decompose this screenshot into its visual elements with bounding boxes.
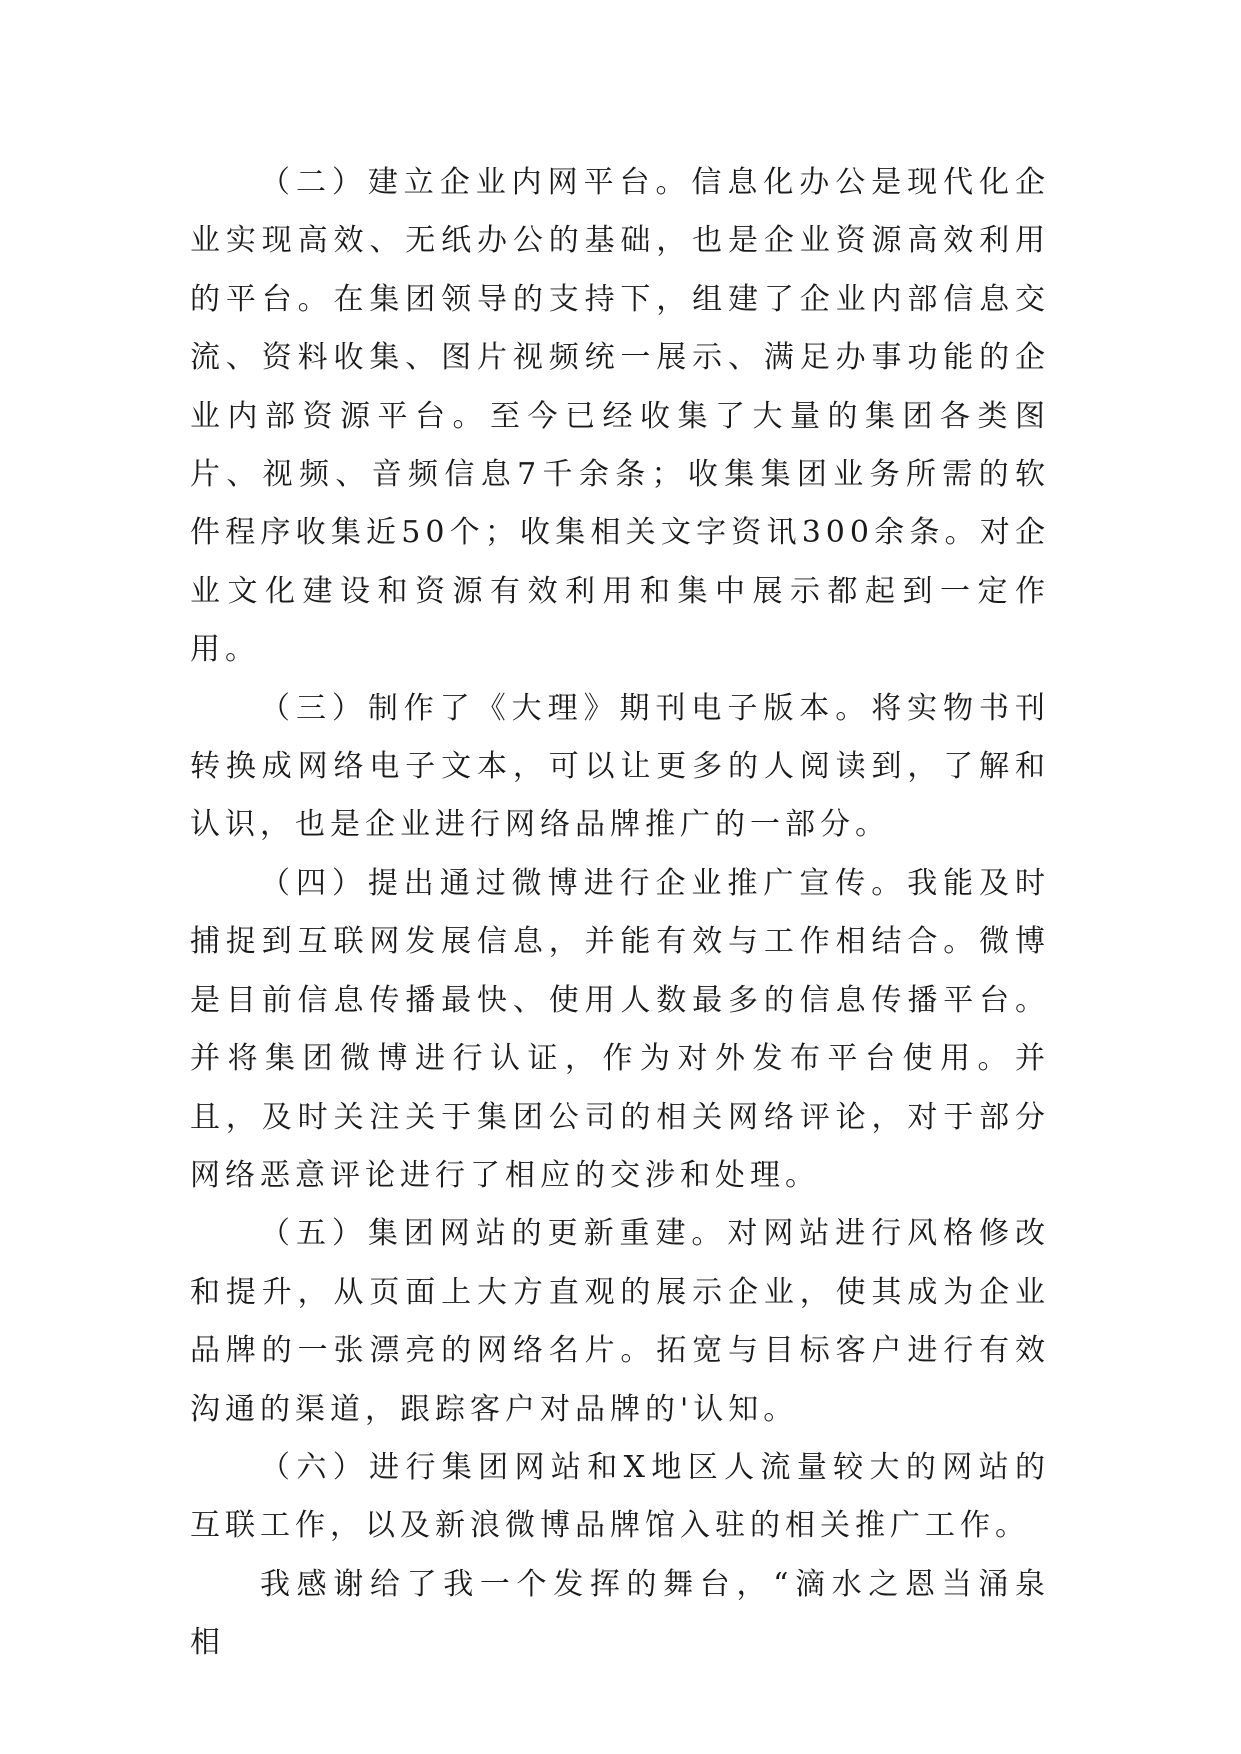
paragraph-weibo-promotion: （四）提出通过微博进行企业推广宣传。我能及时捕捉到互联网发展信息，并能有效与工作相结合。微博是目前信息传播最快、使用人数最多的信息传播平台。并将集团微博进行认证，作为对外发布平台使用。并且，及时关注关于集团公司的相关网络评论，对于部分网络恶意评论进行了相应的交涉和处理。 [190, 865, 1050, 1193]
paragraph-website-interconnection: （六）进行集团网站和X地区人流量较大的网站的互联工作，以及新浪微博品牌馆入驻的相关推广工作。 [190, 1449, 1050, 1544]
paragraph-intranet-platform: （二）建立企业内网平台。信息化办公是现代化企业实现高效、无纸办公的基础，也是企业资源高效利用的平台。在集团领导的支持下，组建了企业内部信息交流、资料收集、图片视频统一展示、满足办事功能的企业内部资源平台。至今已经收集了大量的集团各类图片、视频、音频信息7千余条；收集集团业务所需的软件程序收集近50个；收集相关文字资讯300余条。对企业文化建设和资源有效利用和集中展示都起到一定作用。 [190, 165, 1050, 668]
paragraph-acknowledgement: 我感谢给了我一个发挥的舞台，“滴水之恩当涌泉相 [190, 1566, 1050, 1661]
document-body [190, 154, 1050, 1673]
paragraph-dali-periodical: （三）制作了《大理》期刊电子版本。将实物书刊转换成网络电子文本，可以让更多的人阅读到，了解和认识，也是企业进行网络品牌推广的一部分。 [190, 690, 1050, 843]
paragraph-website-rebuild: （五）集团网站的更新重建。对网站进行风格修改和提升，从页面上大方直观的展示企业，使其成为企业品牌的一张漂亮的网络名片。拓宽与目标客户进行有效沟通的渠道，跟踪客户对品牌的'认知。 [190, 1216, 1050, 1427]
